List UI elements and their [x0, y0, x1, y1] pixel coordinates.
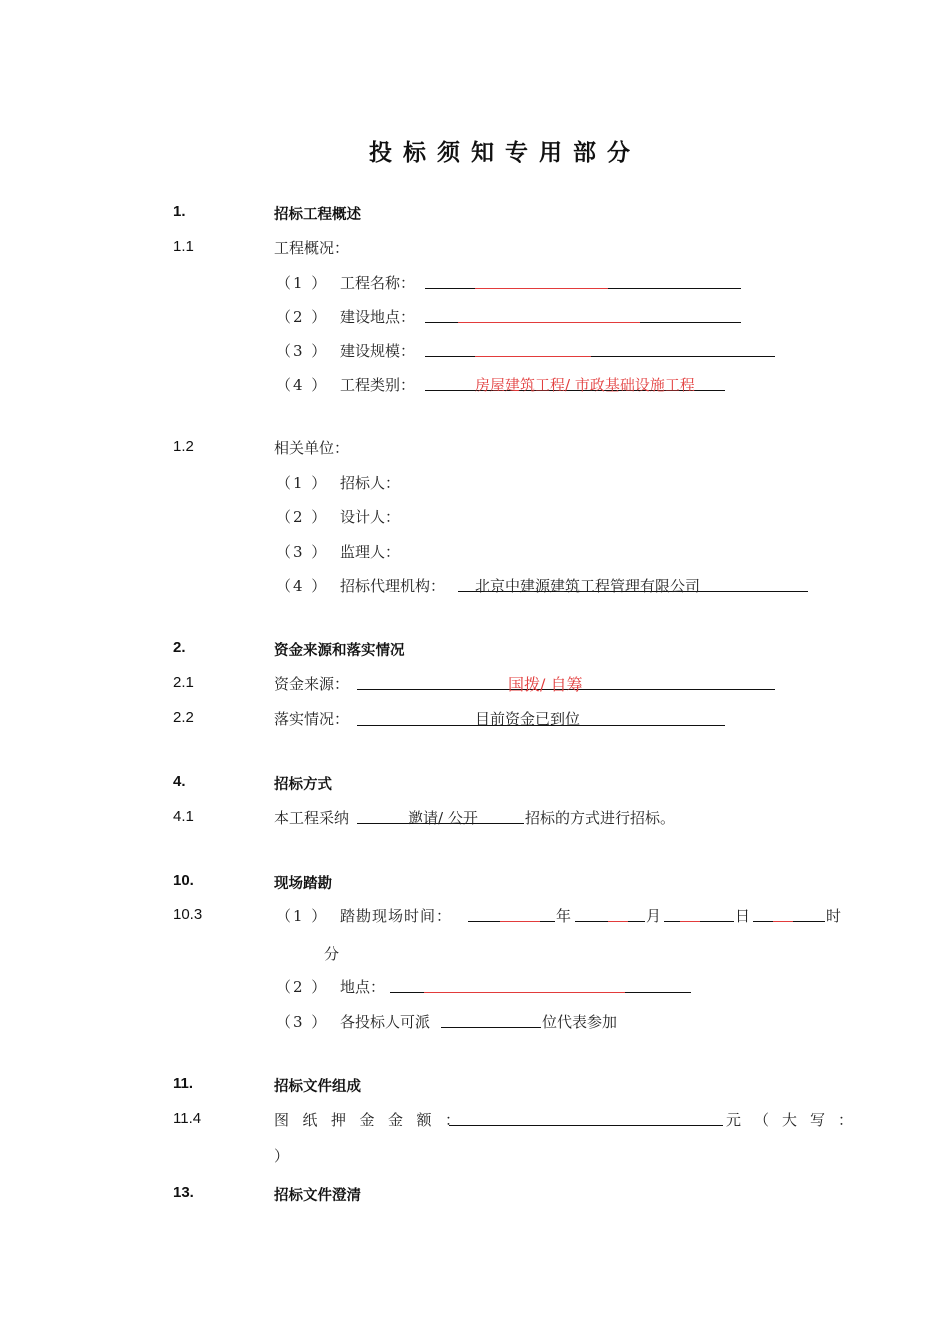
item-index: （3 ）	[276, 342, 329, 360]
project-name-label: 工程名称：	[340, 274, 416, 292]
scale-label: 建设规模：	[340, 342, 416, 360]
section-10-heading: 现场踏勘	[274, 876, 332, 892]
tenderer-label: 招标人：	[340, 474, 401, 492]
unit-index: （4 ）	[276, 577, 329, 595]
deposit-label: 图纸押金金额：	[274, 1111, 474, 1129]
month-unit: 月	[646, 907, 662, 925]
method-value: 邀请/ 公开	[408, 809, 478, 827]
location-label: 建设地点：	[340, 308, 416, 326]
scale-field-highlight	[475, 356, 591, 357]
fund-status-value: 目前资金已到位	[475, 710, 581, 728]
agency-value: 北京中建源建筑工程管理有限公司	[475, 577, 701, 595]
clause-10-3-number: 10.3	[173, 906, 203, 923]
section-2-number: 2.	[173, 639, 186, 656]
section-13-heading: 招标文件澄清	[274, 1188, 361, 1204]
item-index: （2 ）	[276, 978, 329, 996]
visit-time-label: 踏勘现场时间：	[340, 907, 453, 925]
unit-index: （1 ）	[276, 474, 329, 492]
overview-label: 工程概况：	[274, 239, 350, 257]
visit-day-highlight	[680, 921, 700, 922]
unit-index: （3 ）	[276, 543, 329, 561]
visit-month-highlight	[608, 921, 628, 922]
clause-1-1-number: 1.1	[173, 238, 194, 255]
section-13-number: 13.	[173, 1184, 194, 1201]
rep-count-field[interactable]	[441, 1027, 541, 1028]
designer-label: 设计人：	[340, 508, 401, 526]
page-title: 投标须知专用部分	[369, 140, 641, 166]
visit-place-label: 地点：	[340, 978, 386, 996]
fund-status-label: 落实情况：	[274, 710, 350, 728]
fund-source-value: 国拨/ 自筹	[508, 675, 583, 694]
clause-1-2-number: 1.2	[173, 438, 194, 455]
item-index: （3 ）	[276, 1013, 329, 1031]
minute-unit: 分	[324, 945, 340, 963]
visit-year-highlight	[500, 921, 540, 922]
fund-source-label: 资金来源：	[274, 675, 350, 693]
item-index: （1 ）	[276, 907, 329, 925]
location-field-highlight	[458, 322, 640, 323]
section-11-number: 11.	[173, 1075, 194, 1092]
supervisor-label: 监理人：	[340, 543, 401, 561]
deposit-uppercase-label: 元（大写：	[726, 1111, 867, 1129]
clause-2-1-number: 2.1	[173, 674, 194, 691]
day-unit: 日	[735, 907, 751, 925]
item-index: （4 ）	[276, 376, 329, 394]
year-unit: 年	[556, 907, 572, 925]
method-suffix: 招标的方式进行招标。	[525, 809, 676, 827]
rep-prefix: 各投标人可派	[340, 1013, 431, 1031]
section-4-number: 4.	[173, 773, 186, 790]
section-10-number: 10.	[173, 872, 194, 889]
unit-index: （2 ）	[276, 508, 329, 526]
hour-unit: 时	[826, 907, 842, 925]
section-2-heading: 资金来源和落实情况	[274, 643, 405, 659]
section-11-heading: 招标文件组成	[274, 1079, 361, 1095]
item-index: （1 ）	[276, 274, 329, 292]
category-label: 工程类别：	[340, 376, 416, 394]
clause-2-2-number: 2.2	[173, 709, 194, 726]
visit-hour-highlight	[773, 921, 793, 922]
rep-suffix: 位代表参加	[542, 1013, 618, 1031]
clause-4-1-number: 4.1	[173, 808, 194, 825]
clause-11-4-number: 11.4	[173, 1110, 202, 1127]
section-1-number: 1.	[173, 203, 186, 220]
item-index: （2 ）	[276, 308, 329, 326]
visit-place-highlight	[424, 992, 625, 993]
deposit-field[interactable]	[449, 1125, 723, 1126]
project-name-field-highlight	[475, 288, 608, 289]
method-prefix: 本工程采纳	[274, 809, 350, 827]
units-label: 相关单位：	[274, 439, 350, 457]
section-1-heading: 招标工程概述	[274, 207, 361, 223]
deposit-close: ）	[274, 1147, 290, 1165]
category-value: 房屋建筑工程/ 市政基础设施工程	[475, 376, 695, 394]
agency-label: 招标代理机构：	[340, 577, 446, 595]
section-4-heading: 招标方式	[274, 777, 332, 793]
